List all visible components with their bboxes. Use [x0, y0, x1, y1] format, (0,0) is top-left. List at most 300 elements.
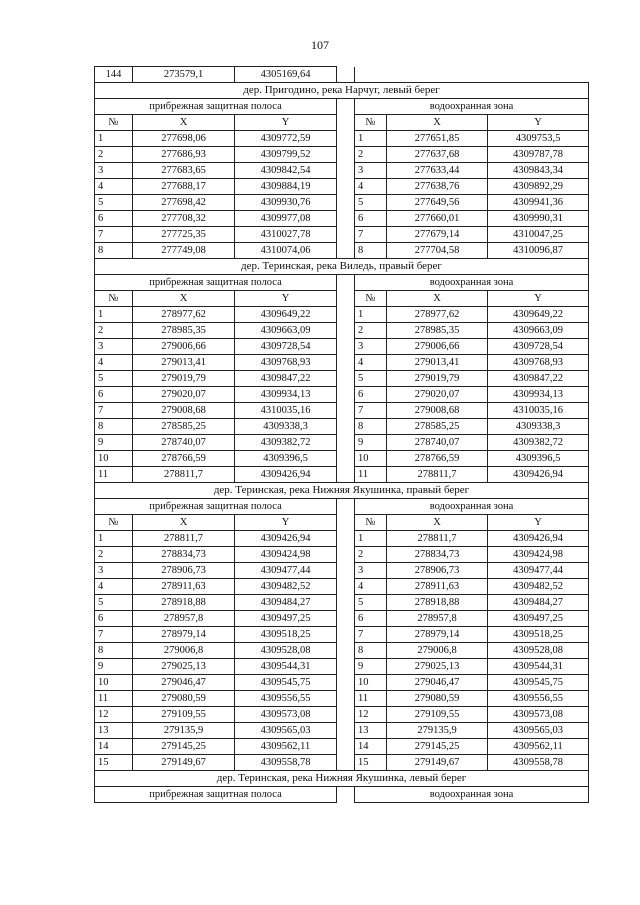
right-point-x: 278979,14	[387, 627, 488, 643]
right-point-x: 278740,07	[387, 435, 488, 451]
right-point-y: 4309545,75	[488, 675, 589, 691]
right-column-header-y: Y	[488, 291, 589, 307]
section-title: дер. Теринская, река Нижняя Якушинка, правый берег	[95, 483, 589, 499]
section-title-row	[95, 83, 589, 99]
right-point-y: 4309558,78	[488, 755, 589, 771]
right-point-x: 277638,76	[387, 179, 488, 195]
right-column-header-y: Y	[488, 115, 589, 131]
column-gap	[337, 211, 355, 227]
column-header-row	[95, 115, 589, 131]
right-point-y: 4309382,72	[488, 435, 589, 451]
table-row	[95, 467, 589, 483]
right-point-y: 4309477,44	[488, 563, 589, 579]
table-row	[95, 595, 589, 611]
left-point-x: 278766,59	[133, 451, 235, 467]
table-row	[95, 147, 589, 163]
right-column-header-num: №	[355, 115, 387, 131]
table-row	[95, 243, 589, 259]
table-row	[95, 179, 589, 195]
right-point-y: 4309544,31	[488, 659, 589, 675]
left-point-number: 5	[95, 595, 133, 611]
left-point-number: 4	[95, 179, 133, 195]
right-point-number: 8	[355, 643, 387, 659]
left-point-x: 279080,59	[133, 691, 235, 707]
carry-over-row	[95, 67, 589, 83]
column-gap	[337, 291, 355, 307]
left-point-number: 6	[95, 387, 133, 403]
carry-over-empty	[355, 67, 589, 83]
left-point-y: 4309847,22	[235, 371, 337, 387]
table-row	[95, 531, 589, 547]
table-row	[95, 707, 589, 723]
right-column-header-x: X	[387, 515, 488, 531]
column-gap	[337, 371, 355, 387]
column-gap	[337, 675, 355, 691]
table-row	[95, 675, 589, 691]
left-point-x: 279046,47	[133, 675, 235, 691]
right-point-number: 4	[355, 179, 387, 195]
left-point-number: 6	[95, 211, 133, 227]
left-point-number: 8	[95, 643, 133, 659]
left-column-header-x: X	[133, 515, 235, 531]
left-point-number: 10	[95, 451, 133, 467]
left-point-number: 3	[95, 339, 133, 355]
left-column-header-num: №	[95, 115, 133, 131]
left-point-x: 277683,65	[133, 163, 235, 179]
right-point-number: 14	[355, 739, 387, 755]
column-gap	[337, 755, 355, 771]
table-row	[95, 339, 589, 355]
left-point-x: 278911,63	[133, 579, 235, 595]
column-gap	[337, 435, 355, 451]
table-row	[95, 691, 589, 707]
right-point-x: 279008,68	[387, 403, 488, 419]
right-point-x: 279135,9	[387, 723, 488, 739]
right-point-x: 277649,56	[387, 195, 488, 211]
column-gap	[337, 691, 355, 707]
right-point-y: 4309892,29	[488, 179, 589, 195]
table-row	[95, 659, 589, 675]
right-point-y: 4309663,09	[488, 323, 589, 339]
right-point-y: 4309396,5	[488, 451, 589, 467]
right-point-x: 277651,85	[387, 131, 488, 147]
right-column-header-num: №	[355, 291, 387, 307]
left-point-number: 6	[95, 611, 133, 627]
table-row	[95, 403, 589, 419]
column-gap	[337, 419, 355, 435]
right-point-x: 278834,73	[387, 547, 488, 563]
column-gap	[337, 787, 355, 803]
left-point-y: 4309930,76	[235, 195, 337, 211]
column-gap	[337, 227, 355, 243]
right-point-number: 11	[355, 691, 387, 707]
section-title: дер. Теринская, река Нижняя Якушинка, левый берег	[95, 771, 589, 787]
table-row	[95, 739, 589, 755]
right-point-number: 3	[355, 339, 387, 355]
section-title-row	[95, 771, 589, 787]
right-point-number: 6	[355, 611, 387, 627]
right-point-number: 11	[355, 467, 387, 483]
left-point-x: 279109,55	[133, 707, 235, 723]
right-point-y: 4309497,25	[488, 611, 589, 627]
right-point-number: 4	[355, 579, 387, 595]
column-header-row	[95, 291, 589, 307]
coordinates-table	[94, 66, 589, 803]
column-gap	[337, 243, 355, 259]
left-point-y: 4309545,75	[235, 675, 337, 691]
left-point-y: 4309426,94	[235, 467, 337, 483]
table-row	[95, 227, 589, 243]
right-point-number: 6	[355, 211, 387, 227]
table-row	[95, 323, 589, 339]
table-row	[95, 579, 589, 595]
left-point-x: 279013,41	[133, 355, 235, 371]
left-point-number: 7	[95, 227, 133, 243]
left-point-x: 279135,9	[133, 723, 235, 739]
right-point-x: 278957,8	[387, 611, 488, 627]
right-point-x: 277704,58	[387, 243, 488, 259]
table-row	[95, 211, 589, 227]
column-gap	[337, 147, 355, 163]
column-gap	[337, 579, 355, 595]
left-point-x: 278985,35	[133, 323, 235, 339]
table-row	[95, 723, 589, 739]
right-point-number: 15	[355, 755, 387, 771]
right-point-x: 279080,59	[387, 691, 488, 707]
left-point-y: 4309562,11	[235, 739, 337, 755]
left-point-x: 277698,42	[133, 195, 235, 211]
table-row	[95, 643, 589, 659]
right-point-x: 277660,01	[387, 211, 488, 227]
left-point-number: 2	[95, 323, 133, 339]
left-point-x: 277688,17	[133, 179, 235, 195]
coordinates-table-body	[95, 67, 589, 803]
right-column-header-num: №	[355, 515, 387, 531]
left-point-x: 278585,25	[133, 419, 235, 435]
column-gap	[337, 67, 355, 83]
left-point-number: 4	[95, 579, 133, 595]
right-point-x: 278766,59	[387, 451, 488, 467]
table-row	[95, 627, 589, 643]
right-column-header-x: X	[387, 115, 488, 131]
right-point-x: 279006,8	[387, 643, 488, 659]
carry-over-number: 144	[95, 67, 133, 83]
right-point-y: 4310035,16	[488, 403, 589, 419]
left-point-x: 277725,35	[133, 227, 235, 243]
right-zone-header: водоохранная зона	[355, 99, 589, 115]
column-gap	[337, 707, 355, 723]
column-gap	[337, 275, 355, 291]
left-point-x: 279149,67	[133, 755, 235, 771]
column-gap	[337, 563, 355, 579]
column-gap	[337, 611, 355, 627]
column-gap	[337, 739, 355, 755]
left-point-number: 12	[95, 707, 133, 723]
left-point-y: 4309426,94	[235, 531, 337, 547]
left-point-y: 4309338,3	[235, 419, 337, 435]
right-point-y: 4309426,94	[488, 467, 589, 483]
column-gap	[337, 339, 355, 355]
left-point-y: 4309482,52	[235, 579, 337, 595]
left-zone-header: прибрежная защитная полоса	[95, 99, 337, 115]
right-point-y: 4309338,3	[488, 419, 589, 435]
left-point-number: 11	[95, 691, 133, 707]
right-column-header-y: Y	[488, 515, 589, 531]
right-point-number: 3	[355, 563, 387, 579]
left-point-x: 279006,66	[133, 339, 235, 355]
left-point-number: 1	[95, 307, 133, 323]
right-point-x: 278977,62	[387, 307, 488, 323]
column-gap	[337, 131, 355, 147]
left-point-y: 4309382,72	[235, 435, 337, 451]
column-gap	[337, 195, 355, 211]
right-point-number: 12	[355, 707, 387, 723]
right-point-number: 7	[355, 627, 387, 643]
right-point-y: 4309426,94	[488, 531, 589, 547]
right-point-x: 279019,79	[387, 371, 488, 387]
left-point-number: 5	[95, 371, 133, 387]
left-point-x: 278740,07	[133, 435, 235, 451]
left-point-x: 279020,07	[133, 387, 235, 403]
right-column-header-x: X	[387, 291, 488, 307]
left-point-number: 9	[95, 435, 133, 451]
column-gap	[337, 515, 355, 531]
right-point-number: 3	[355, 163, 387, 179]
right-point-number: 9	[355, 435, 387, 451]
carry-over-y: 4305169,64	[235, 67, 337, 83]
column-gap	[337, 323, 355, 339]
right-point-x: 278985,35	[387, 323, 488, 339]
right-point-y: 4309556,55	[488, 691, 589, 707]
section-title-row	[95, 259, 589, 275]
left-point-number: 1	[95, 531, 133, 547]
left-column-header-y: Y	[235, 115, 337, 131]
column-gap	[337, 547, 355, 563]
zone-header-row	[95, 499, 589, 515]
table-row	[95, 435, 589, 451]
right-point-y: 4310096,87	[488, 243, 589, 259]
right-point-x: 277633,44	[387, 163, 488, 179]
right-point-y: 4309649,22	[488, 307, 589, 323]
right-point-y: 4309528,08	[488, 643, 589, 659]
left-point-number: 2	[95, 147, 133, 163]
left-point-x: 277708,32	[133, 211, 235, 227]
left-point-y: 4309977,08	[235, 211, 337, 227]
right-point-y: 4309518,25	[488, 627, 589, 643]
column-gap	[337, 387, 355, 403]
right-point-number: 4	[355, 355, 387, 371]
section-title: дер. Пригодино, река Нарчуг, левый берег	[95, 83, 589, 99]
right-point-x: 278811,7	[387, 531, 488, 547]
right-point-y: 4309768,93	[488, 355, 589, 371]
left-column-header-num: №	[95, 291, 133, 307]
left-point-x: 277698,06	[133, 131, 235, 147]
left-point-x: 278811,7	[133, 531, 235, 547]
left-point-number: 5	[95, 195, 133, 211]
right-point-y: 4309934,13	[488, 387, 589, 403]
table-row	[95, 307, 589, 323]
right-point-number: 1	[355, 307, 387, 323]
left-point-y: 4310027,78	[235, 227, 337, 243]
column-gap	[337, 643, 355, 659]
left-point-x: 278979,14	[133, 627, 235, 643]
zone-header-row	[95, 787, 589, 803]
left-point-number: 11	[95, 467, 133, 483]
left-point-x: 279145,25	[133, 739, 235, 755]
column-gap	[337, 179, 355, 195]
right-point-number: 2	[355, 547, 387, 563]
left-point-y: 4309556,55	[235, 691, 337, 707]
column-gap	[337, 659, 355, 675]
left-point-number: 10	[95, 675, 133, 691]
left-point-y: 4309477,44	[235, 563, 337, 579]
table-row	[95, 195, 589, 211]
column-gap	[337, 723, 355, 739]
left-point-y: 4310035,16	[235, 403, 337, 419]
left-point-y: 4309573,08	[235, 707, 337, 723]
left-point-y: 4309842,54	[235, 163, 337, 179]
column-gap	[337, 499, 355, 515]
right-point-y: 4309424,98	[488, 547, 589, 563]
left-point-number: 7	[95, 627, 133, 643]
right-zone-header: водоохранная зона	[355, 499, 589, 515]
right-point-number: 9	[355, 659, 387, 675]
right-point-y: 4309484,27	[488, 595, 589, 611]
section-title-row	[95, 483, 589, 499]
column-gap	[337, 627, 355, 643]
right-point-x: 277637,68	[387, 147, 488, 163]
left-column-header-y: Y	[235, 515, 337, 531]
right-point-number: 13	[355, 723, 387, 739]
right-point-y: 4309573,08	[488, 707, 589, 723]
right-point-number: 1	[355, 131, 387, 147]
page-number: 107	[311, 38, 329, 52]
left-point-x: 279019,79	[133, 371, 235, 387]
carry-over-x: 273579,1	[133, 67, 235, 83]
left-point-number: 9	[95, 659, 133, 675]
right-point-x: 279046,47	[387, 675, 488, 691]
left-point-y: 4309558,78	[235, 755, 337, 771]
table-row	[95, 131, 589, 147]
right-point-x: 278906,73	[387, 563, 488, 579]
right-point-number: 2	[355, 323, 387, 339]
right-point-number: 5	[355, 595, 387, 611]
column-gap	[337, 99, 355, 115]
left-point-x: 279006,8	[133, 643, 235, 659]
table-row	[95, 755, 589, 771]
left-point-x: 278957,8	[133, 611, 235, 627]
right-point-x: 279020,07	[387, 387, 488, 403]
table-row	[95, 419, 589, 435]
right-point-number: 7	[355, 227, 387, 243]
right-point-number: 6	[355, 387, 387, 403]
left-point-x: 279008,68	[133, 403, 235, 419]
right-point-number: 5	[355, 195, 387, 211]
left-point-number: 13	[95, 723, 133, 739]
right-point-x: 278811,7	[387, 467, 488, 483]
left-zone-header: прибрежная защитная полоса	[95, 275, 337, 291]
column-gap	[337, 307, 355, 323]
left-point-y: 4309884,19	[235, 179, 337, 195]
left-point-x: 278906,73	[133, 563, 235, 579]
right-point-y: 4309787,78	[488, 147, 589, 163]
column-gap	[337, 595, 355, 611]
left-point-y: 4309934,13	[235, 387, 337, 403]
table-row	[95, 547, 589, 563]
table-row	[95, 563, 589, 579]
right-point-number: 8	[355, 243, 387, 259]
right-zone-header: водоохранная зона	[355, 787, 589, 803]
left-column-header-x: X	[133, 115, 235, 131]
table-row	[95, 451, 589, 467]
section-title: дер. Теринская, река Виледь, правый берег	[95, 259, 589, 275]
right-point-y: 4309565,03	[488, 723, 589, 739]
column-gap	[337, 531, 355, 547]
left-column-header-x: X	[133, 291, 235, 307]
left-point-x: 278811,7	[133, 467, 235, 483]
right-point-number: 8	[355, 419, 387, 435]
column-gap	[337, 403, 355, 419]
left-point-y: 4309799,52	[235, 147, 337, 163]
column-header-row	[95, 515, 589, 531]
column-gap	[337, 163, 355, 179]
left-point-x: 278918,88	[133, 595, 235, 611]
left-column-header-num: №	[95, 515, 133, 531]
left-point-number: 7	[95, 403, 133, 419]
right-point-number: 1	[355, 531, 387, 547]
left-point-x: 277749,08	[133, 243, 235, 259]
left-point-y: 4309518,25	[235, 627, 337, 643]
left-point-y: 4309768,93	[235, 355, 337, 371]
left-point-y: 4309728,54	[235, 339, 337, 355]
right-zone-header: водоохранная зона	[355, 275, 589, 291]
left-point-y: 4309528,08	[235, 643, 337, 659]
left-point-number: 14	[95, 739, 133, 755]
left-point-y: 4309424,98	[235, 547, 337, 563]
right-point-y: 4309990,31	[488, 211, 589, 227]
left-point-y: 4310074,06	[235, 243, 337, 259]
column-gap	[337, 467, 355, 483]
column-gap	[337, 115, 355, 131]
left-point-x: 278834,73	[133, 547, 235, 563]
left-point-y: 4309484,27	[235, 595, 337, 611]
right-point-number: 10	[355, 451, 387, 467]
left-point-y: 4309544,31	[235, 659, 337, 675]
right-point-x: 277679,14	[387, 227, 488, 243]
zone-header-row	[95, 99, 589, 115]
left-point-x: 278977,62	[133, 307, 235, 323]
left-point-x: 277686,93	[133, 147, 235, 163]
left-point-y: 4309396,5	[235, 451, 337, 467]
left-point-number: 15	[95, 755, 133, 771]
right-point-y: 4309847,22	[488, 371, 589, 387]
left-point-number: 3	[95, 563, 133, 579]
left-point-number: 3	[95, 163, 133, 179]
table-row	[95, 371, 589, 387]
left-point-number: 4	[95, 355, 133, 371]
right-point-number: 5	[355, 371, 387, 387]
column-gap	[337, 451, 355, 467]
right-point-y: 4309941,36	[488, 195, 589, 211]
left-point-number: 8	[95, 243, 133, 259]
right-point-x: 278585,25	[387, 419, 488, 435]
right-point-y: 4310047,25	[488, 227, 589, 243]
left-point-y: 4309663,09	[235, 323, 337, 339]
left-zone-header: прибрежная защитная полоса	[95, 787, 337, 803]
right-point-x: 279145,25	[387, 739, 488, 755]
column-gap	[337, 355, 355, 371]
table-row	[95, 163, 589, 179]
